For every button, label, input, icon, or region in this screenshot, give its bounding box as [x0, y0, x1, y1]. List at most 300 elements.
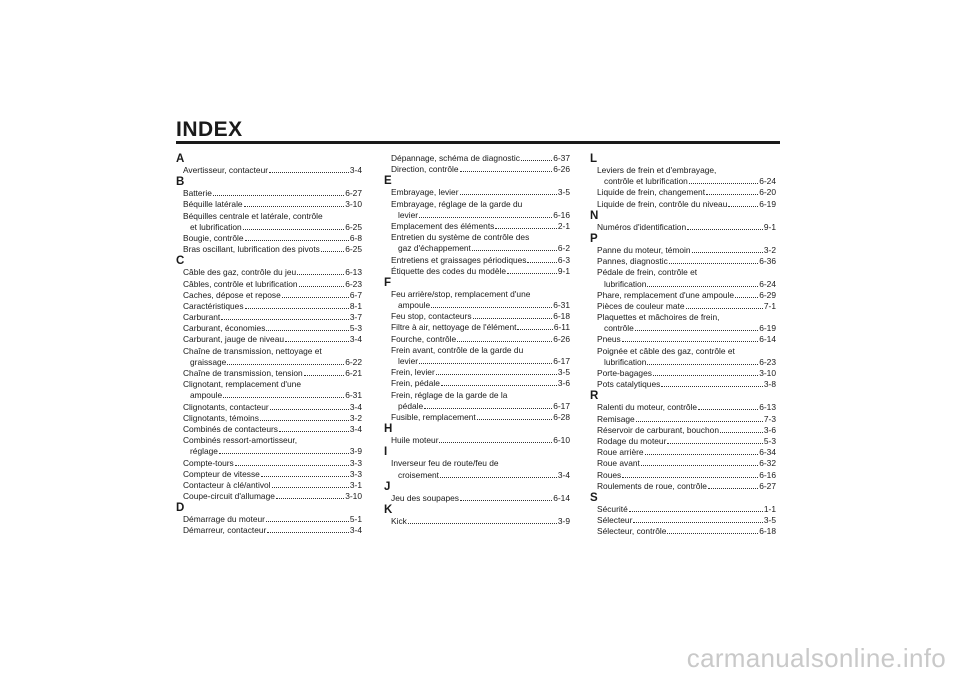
- index-entry: [384, 266, 570, 277]
- index-entry: [176, 199, 362, 210]
- entry-text: levier: [398, 356, 419, 366]
- page-title: INDEX: [176, 118, 243, 141]
- entry-text: Phare, remplacement d'une ampoule: [597, 289, 735, 300]
- section-letter: L: [590, 153, 598, 165]
- index-entry: [176, 211, 362, 233]
- entry-text: ampoule: [398, 300, 431, 311]
- section-letter: D: [176, 502, 185, 515]
- entry-text: Fourche, contrôle: [391, 333, 457, 344]
- page-number: 6-18: [553, 311, 570, 322]
- section-letter: E: [384, 175, 392, 188]
- page-number: 3-3: [349, 457, 362, 468]
- leader-dots: [653, 368, 758, 376]
- page-number: 3-3: [349, 468, 362, 479]
- entry-text: Clignotant, remplacement d'une: [183, 379, 301, 390]
- leader-dots: [495, 221, 557, 229]
- index-entry: [590, 267, 776, 289]
- entry-text: Contacteur à clé/antivol: [183, 479, 271, 490]
- leader-dots: [297, 267, 344, 275]
- entry-text: Démarrage du moteur: [183, 514, 265, 525]
- page-number: 6-20: [759, 187, 776, 198]
- index-entry: [384, 164, 570, 175]
- index-entry: [384, 232, 570, 254]
- leader-dots: [698, 402, 758, 410]
- entry-text: levier: [398, 209, 419, 220]
- page-number: 6-31: [345, 390, 362, 401]
- entry-text: Leviers de frein et d'embrayage,: [597, 165, 717, 175]
- entry-text: contrôle: [604, 323, 634, 334]
- leader-dots: [436, 367, 557, 375]
- page-number: 6-28: [553, 411, 570, 422]
- page-number: 5-3: [763, 435, 776, 446]
- page-number: 6-10: [553, 435, 570, 446]
- entry-text: Réservoir de carburant, bouchon: [597, 424, 719, 435]
- index-entry: [384, 493, 570, 504]
- leader-dots: [304, 368, 345, 376]
- entry-text: Rodage du moteur: [597, 435, 667, 446]
- entry-text: Clignotants, témoins: [183, 412, 259, 423]
- section-letter: C: [176, 255, 185, 268]
- entry-text: Liquide de frein, changement: [597, 187, 706, 198]
- index-entry: [590, 526, 776, 537]
- leader-dots: [227, 357, 344, 365]
- leader-dots: [272, 480, 349, 488]
- leader-dots: [321, 244, 344, 252]
- index-entry: [590, 245, 776, 256]
- entry-text: Liquide de frein, contrôle du niveau: [597, 198, 728, 209]
- page-number: 6-19: [759, 323, 776, 334]
- entry-text: Batterie: [183, 188, 212, 199]
- entry-text: Compteur de vitesse: [183, 468, 260, 479]
- page-number: 6-31: [553, 300, 570, 311]
- entry-text: Pédale de frein, contrôle et: [597, 267, 698, 278]
- index-entry: [176, 279, 362, 290]
- index-entry: [590, 425, 776, 436]
- leader-dots: [213, 188, 344, 196]
- entry-text: Pneus: [597, 334, 621, 345]
- index-entry: [590, 402, 776, 413]
- index-entry: [384, 311, 570, 322]
- entry-text: Ralenti du moteur, contrôle: [597, 402, 698, 413]
- index-entry: [590, 379, 776, 390]
- page-number: 3-4: [349, 334, 362, 345]
- entry-text: Huile moteur: [391, 435, 439, 446]
- index-entry: [384, 187, 570, 198]
- entry-text: Combinés de contacteurs: [183, 423, 278, 434]
- section-letter: F: [384, 276, 392, 289]
- page-number: 6-14: [553, 492, 570, 503]
- page-number: 6-22: [345, 356, 362, 367]
- page-number: 3-4: [349, 165, 362, 175]
- leader-dots: [689, 176, 758, 184]
- leader-dots: [260, 413, 349, 421]
- page-number: 6-36: [759, 256, 776, 267]
- index-entry: [590, 199, 776, 210]
- index-entry: [384, 322, 570, 333]
- watermark: carmanualsonline.info: [686, 643, 946, 673]
- entry-text: Pots catalytiques: [597, 379, 661, 390]
- entry-text: Panne du moteur, témoin: [597, 244, 691, 255]
- page-number: 3-9: [557, 515, 570, 526]
- entry-text: Plaquettes et mâchoires de frein,: [597, 312, 720, 323]
- page-number: 3-10: [345, 491, 362, 502]
- page-number: 1-1: [763, 503, 776, 514]
- index-entry: [176, 301, 362, 312]
- entry-text: Emplacement des éléments: [391, 220, 495, 231]
- leader-dots: [661, 379, 763, 387]
- entry-text: Pannes, diagnostic: [597, 256, 668, 267]
- leader-dots: [243, 222, 345, 230]
- entry-text: Feu arrière/stop, remplacement d'une: [391, 288, 531, 299]
- index-column-3: [590, 153, 776, 537]
- entry-text: Béquilles centrale et latérale, contrôle: [183, 210, 323, 221]
- entry-text: Compte-tours: [183, 457, 234, 468]
- section-letter: R: [590, 390, 599, 403]
- entry-text: Roue avant: [597, 458, 640, 469]
- leader-dots: [299, 279, 345, 287]
- page-number: 6-21: [345, 368, 362, 378]
- leader-dots: [245, 301, 349, 309]
- index-entry: [384, 390, 570, 412]
- index-entry: [176, 233, 362, 244]
- index-entry: [590, 504, 776, 515]
- leader-dots: [667, 526, 758, 534]
- page-number: 3-5: [557, 187, 570, 198]
- entry-text: pédale: [398, 400, 424, 411]
- index-entry: [590, 301, 776, 312]
- page-number: 6-27: [759, 480, 776, 491]
- leader-dots: [276, 491, 344, 499]
- index-entry: [384, 435, 570, 446]
- index-entry: [384, 255, 570, 266]
- index-entry: [176, 480, 362, 491]
- leader-dots: [439, 435, 552, 443]
- index-entry: [176, 469, 362, 480]
- entry-text: lubrification: [604, 278, 647, 289]
- entry-text: Chaîne de transmission, nettoyage et: [183, 345, 322, 356]
- title-rule: [176, 141, 780, 144]
- page-number: 6-8: [349, 232, 362, 243]
- index-entry: [590, 165, 776, 187]
- page-number: 3-2: [349, 412, 362, 423]
- page-number: 3-2: [763, 244, 776, 255]
- page-number: 6-13: [345, 267, 362, 278]
- leader-dots: [647, 357, 758, 365]
- page-number: 3-8: [763, 379, 776, 390]
- leader-dots: [647, 279, 758, 287]
- leader-dots: [266, 323, 348, 331]
- leader-dots: [521, 153, 552, 161]
- page-number: 3-5: [763, 515, 776, 526]
- index-entry: [590, 436, 776, 447]
- leader-dots: [457, 334, 552, 342]
- page-number: 6-2: [557, 243, 570, 254]
- index-entry: [590, 447, 776, 458]
- index-entry: [176, 379, 362, 401]
- leader-dots: [687, 222, 763, 230]
- leader-dots: [460, 187, 557, 195]
- page-number: 6-24: [759, 278, 776, 289]
- entry-text: Sélecteur: [597, 515, 633, 526]
- section-letter: A: [176, 153, 185, 165]
- entry-text: Embrayage, réglage de la garde du: [391, 198, 523, 209]
- index-entry: [176, 525, 362, 536]
- index-entry: [176, 323, 362, 334]
- entry-text: Pièces de couleur mate: [597, 300, 685, 311]
- entry-text: Porte-bagages: [597, 368, 652, 378]
- index-entry: [590, 187, 776, 198]
- entry-text: Clignotants, contacteur: [183, 401, 269, 412]
- index-entry: [176, 334, 362, 345]
- entry-text: contrôle et lubrification: [604, 176, 688, 187]
- page-number: 3-4: [349, 401, 362, 412]
- leader-dots: [692, 245, 763, 253]
- entry-text: Étiquette des codes du modèle: [391, 265, 507, 276]
- section-letter: S: [590, 491, 598, 504]
- entry-text: Embrayage, levier: [391, 187, 459, 198]
- section-letter: N: [590, 209, 599, 222]
- leader-dots: [285, 334, 349, 342]
- page-number: 6-11: [553, 322, 570, 333]
- leader-dots: [408, 516, 557, 524]
- page-number: 6-29: [759, 289, 776, 300]
- index-entry: [176, 368, 362, 379]
- leader-dots: [706, 187, 758, 195]
- page-number: 6-14: [759, 334, 776, 345]
- entry-text: ampoule: [190, 390, 223, 401]
- leader-dots: [636, 414, 763, 422]
- index-entry: [176, 435, 362, 457]
- entry-text: gaz d'échappement: [398, 243, 471, 254]
- index-entry: [590, 312, 776, 334]
- entry-text: Bras oscillant, lubrification des pivots: [183, 244, 320, 255]
- leader-dots: [669, 256, 758, 264]
- index-entry: [590, 256, 776, 267]
- section-letter: H: [384, 423, 393, 436]
- leader-dots: [622, 470, 758, 478]
- leader-dots: [517, 322, 552, 330]
- page-number: 6-27: [345, 188, 362, 199]
- index-entry: [176, 458, 362, 469]
- index-entry: [384, 221, 570, 232]
- leader-dots: [473, 311, 553, 319]
- entry-text: Frein, levier: [391, 367, 435, 378]
- section-letter: I: [384, 446, 388, 459]
- entry-text: Sélecteur, contrôle: [597, 526, 667, 537]
- index-entry: [384, 199, 570, 221]
- entry-text: Entretien du système de contrôle des: [391, 232, 530, 243]
- page-number: 6-16: [553, 209, 570, 220]
- entry-text: Frein, réglage de la garde de la: [391, 389, 508, 400]
- index-entry: [176, 188, 362, 199]
- leader-dots: [667, 436, 763, 444]
- entry-text: Frein avant, contrôle de la garde du: [391, 344, 524, 355]
- leader-dots: [267, 525, 349, 533]
- entry-text: Numéros d'identification: [597, 221, 687, 232]
- index-entry: [384, 334, 570, 345]
- leader-dots: [282, 290, 349, 298]
- leader-dots: [645, 447, 759, 455]
- page-number: 3-10: [759, 368, 776, 378]
- page-number: 3-1: [349, 479, 362, 490]
- entry-text: Caches, dépose et repose: [183, 289, 281, 300]
- page-number: 3-6: [763, 424, 776, 435]
- leader-dots: [477, 412, 553, 420]
- index-entry: [176, 290, 362, 301]
- page-number: 6-23: [345, 278, 362, 289]
- index-entry: [176, 165, 362, 176]
- leader-dots: [622, 334, 758, 342]
- entry-text: Frein, pédale: [391, 378, 440, 389]
- index-entry: [176, 244, 362, 255]
- index-entry: [384, 458, 570, 480]
- page-number: 2-1: [557, 220, 570, 231]
- entry-text: Caractéristiques: [183, 300, 244, 311]
- page-number: 9-1: [763, 221, 776, 232]
- leader-dots: [635, 323, 758, 331]
- leader-dots: [507, 266, 557, 274]
- index-entry: [590, 481, 776, 492]
- entry-text: Démarreur, contacteur: [183, 525, 267, 536]
- index-entry: [590, 290, 776, 301]
- leader-dots: [219, 446, 349, 454]
- section-letter: J: [384, 480, 391, 493]
- page-number: 6-19: [759, 198, 776, 209]
- index-column-1: [176, 153, 362, 537]
- leader-dots: [460, 493, 552, 501]
- index-column-2: [384, 153, 570, 527]
- page-number: 5-1: [349, 514, 362, 525]
- entry-text: graissage: [190, 356, 227, 367]
- leader-dots: [527, 255, 556, 263]
- entry-text: Avertisseur, contacteur: [183, 165, 269, 175]
- page-number: 6-32: [759, 458, 776, 469]
- entry-text: Carburant, jauge de niveau: [183, 334, 285, 345]
- index-entry: [384, 289, 570, 311]
- page-number: 9-1: [557, 265, 570, 276]
- leader-dots: [419, 210, 552, 218]
- leader-dots: [269, 165, 349, 173]
- page-number: 6-25: [345, 244, 362, 255]
- entry-text: Bougie, contrôle: [183, 232, 244, 243]
- entry-text: croisement: [398, 469, 439, 480]
- leader-dots: [629, 504, 763, 512]
- entry-text: Dépannage, schéma de diagnostic: [391, 153, 520, 163]
- entry-text: Carburant, économies: [183, 323, 266, 334]
- index-entry: [590, 334, 776, 345]
- leader-dots: [735, 290, 758, 298]
- entry-text: Câbles, contrôle et lubrification: [183, 278, 298, 289]
- leader-dots: [235, 458, 349, 466]
- page-number: 6-17: [553, 400, 570, 411]
- entry-text: Roulements de roue, contrôle: [597, 480, 707, 491]
- leader-dots: [440, 470, 557, 478]
- page-number: 6-18: [759, 526, 776, 537]
- page-number: 6-34: [759, 447, 776, 458]
- page-number: 6-25: [345, 221, 362, 232]
- leader-dots: [424, 401, 552, 409]
- page-number: 3-10: [345, 199, 362, 210]
- page-number: 3-4: [557, 469, 570, 480]
- leader-dots: [244, 199, 345, 207]
- leader-dots: [266, 514, 349, 522]
- index-entry: [384, 367, 570, 378]
- index-entry: [176, 514, 362, 525]
- index-entry: [176, 424, 362, 435]
- index-entry: [590, 346, 776, 368]
- entry-text: Fusible, remplacement: [391, 411, 476, 422]
- entry-text: lubrification: [604, 356, 647, 367]
- leader-dots: [720, 425, 763, 433]
- section-letter: P: [590, 232, 598, 245]
- entry-text: Direction, contrôle: [391, 164, 459, 175]
- leader-dots: [641, 458, 758, 466]
- entry-text: Remisage: [597, 413, 635, 424]
- page-number: 3-4: [349, 423, 362, 434]
- index-entry: [590, 368, 776, 379]
- index-entry: [176, 402, 362, 413]
- page-number: 6-7: [349, 289, 362, 300]
- index-entry: [384, 345, 570, 367]
- section-letter: B: [176, 176, 185, 189]
- leader-dots: [441, 378, 557, 386]
- entry-text: Poignée et câble des gaz, contrôle et: [597, 345, 735, 356]
- index-entry: [176, 346, 362, 368]
- entry-text: Chaîne de transmission, tension: [183, 368, 303, 378]
- leader-dots: [472, 243, 557, 251]
- entry-text: Coupe-circuit d'allumage: [183, 491, 275, 502]
- leader-dots: [279, 424, 349, 432]
- leader-dots: [708, 481, 758, 489]
- leader-dots: [270, 402, 349, 410]
- leader-dots: [221, 312, 349, 320]
- leader-dots: [686, 301, 763, 309]
- page-number: 7-1: [763, 300, 776, 311]
- index-entry: [384, 153, 570, 164]
- page-number: 6-16: [759, 469, 776, 480]
- page-number: 3-4: [349, 525, 362, 536]
- leader-dots: [460, 164, 553, 172]
- page-number: 6-26: [553, 333, 570, 344]
- page-number: 6-3: [557, 254, 570, 265]
- entry-text: Béquille latérale: [183, 199, 243, 210]
- leader-dots: [633, 515, 763, 523]
- entry-text: Feu stop, contacteurs: [391, 311, 472, 322]
- index-entry: [590, 414, 776, 425]
- entry-text: Roue arrière: [597, 447, 644, 458]
- index-entry: [384, 378, 570, 389]
- page-number: 6-13: [759, 402, 776, 413]
- page-number: 6-37: [553, 153, 570, 163]
- index-entry: [176, 312, 362, 323]
- page-number: 3-9: [349, 446, 362, 457]
- leader-dots: [431, 300, 552, 308]
- entry-text: Roues: [597, 469, 622, 480]
- entry-text: Kick: [391, 515, 407, 526]
- index-entry: [590, 515, 776, 526]
- page-number: 8-1: [349, 300, 362, 311]
- page-number: 3-7: [349, 312, 362, 323]
- index-entry: [590, 458, 776, 469]
- page-number: 6-17: [553, 356, 570, 366]
- entry-text: Inverseur feu de route/feu de: [391, 458, 499, 469]
- page-number: 7-3: [763, 413, 776, 424]
- page-number: 3-5: [557, 367, 570, 378]
- section-letter: K: [384, 503, 393, 516]
- index-entry: [176, 491, 362, 502]
- index-entry: [590, 470, 776, 481]
- entry-text: Câble des gaz, contrôle du jeu: [183, 267, 297, 278]
